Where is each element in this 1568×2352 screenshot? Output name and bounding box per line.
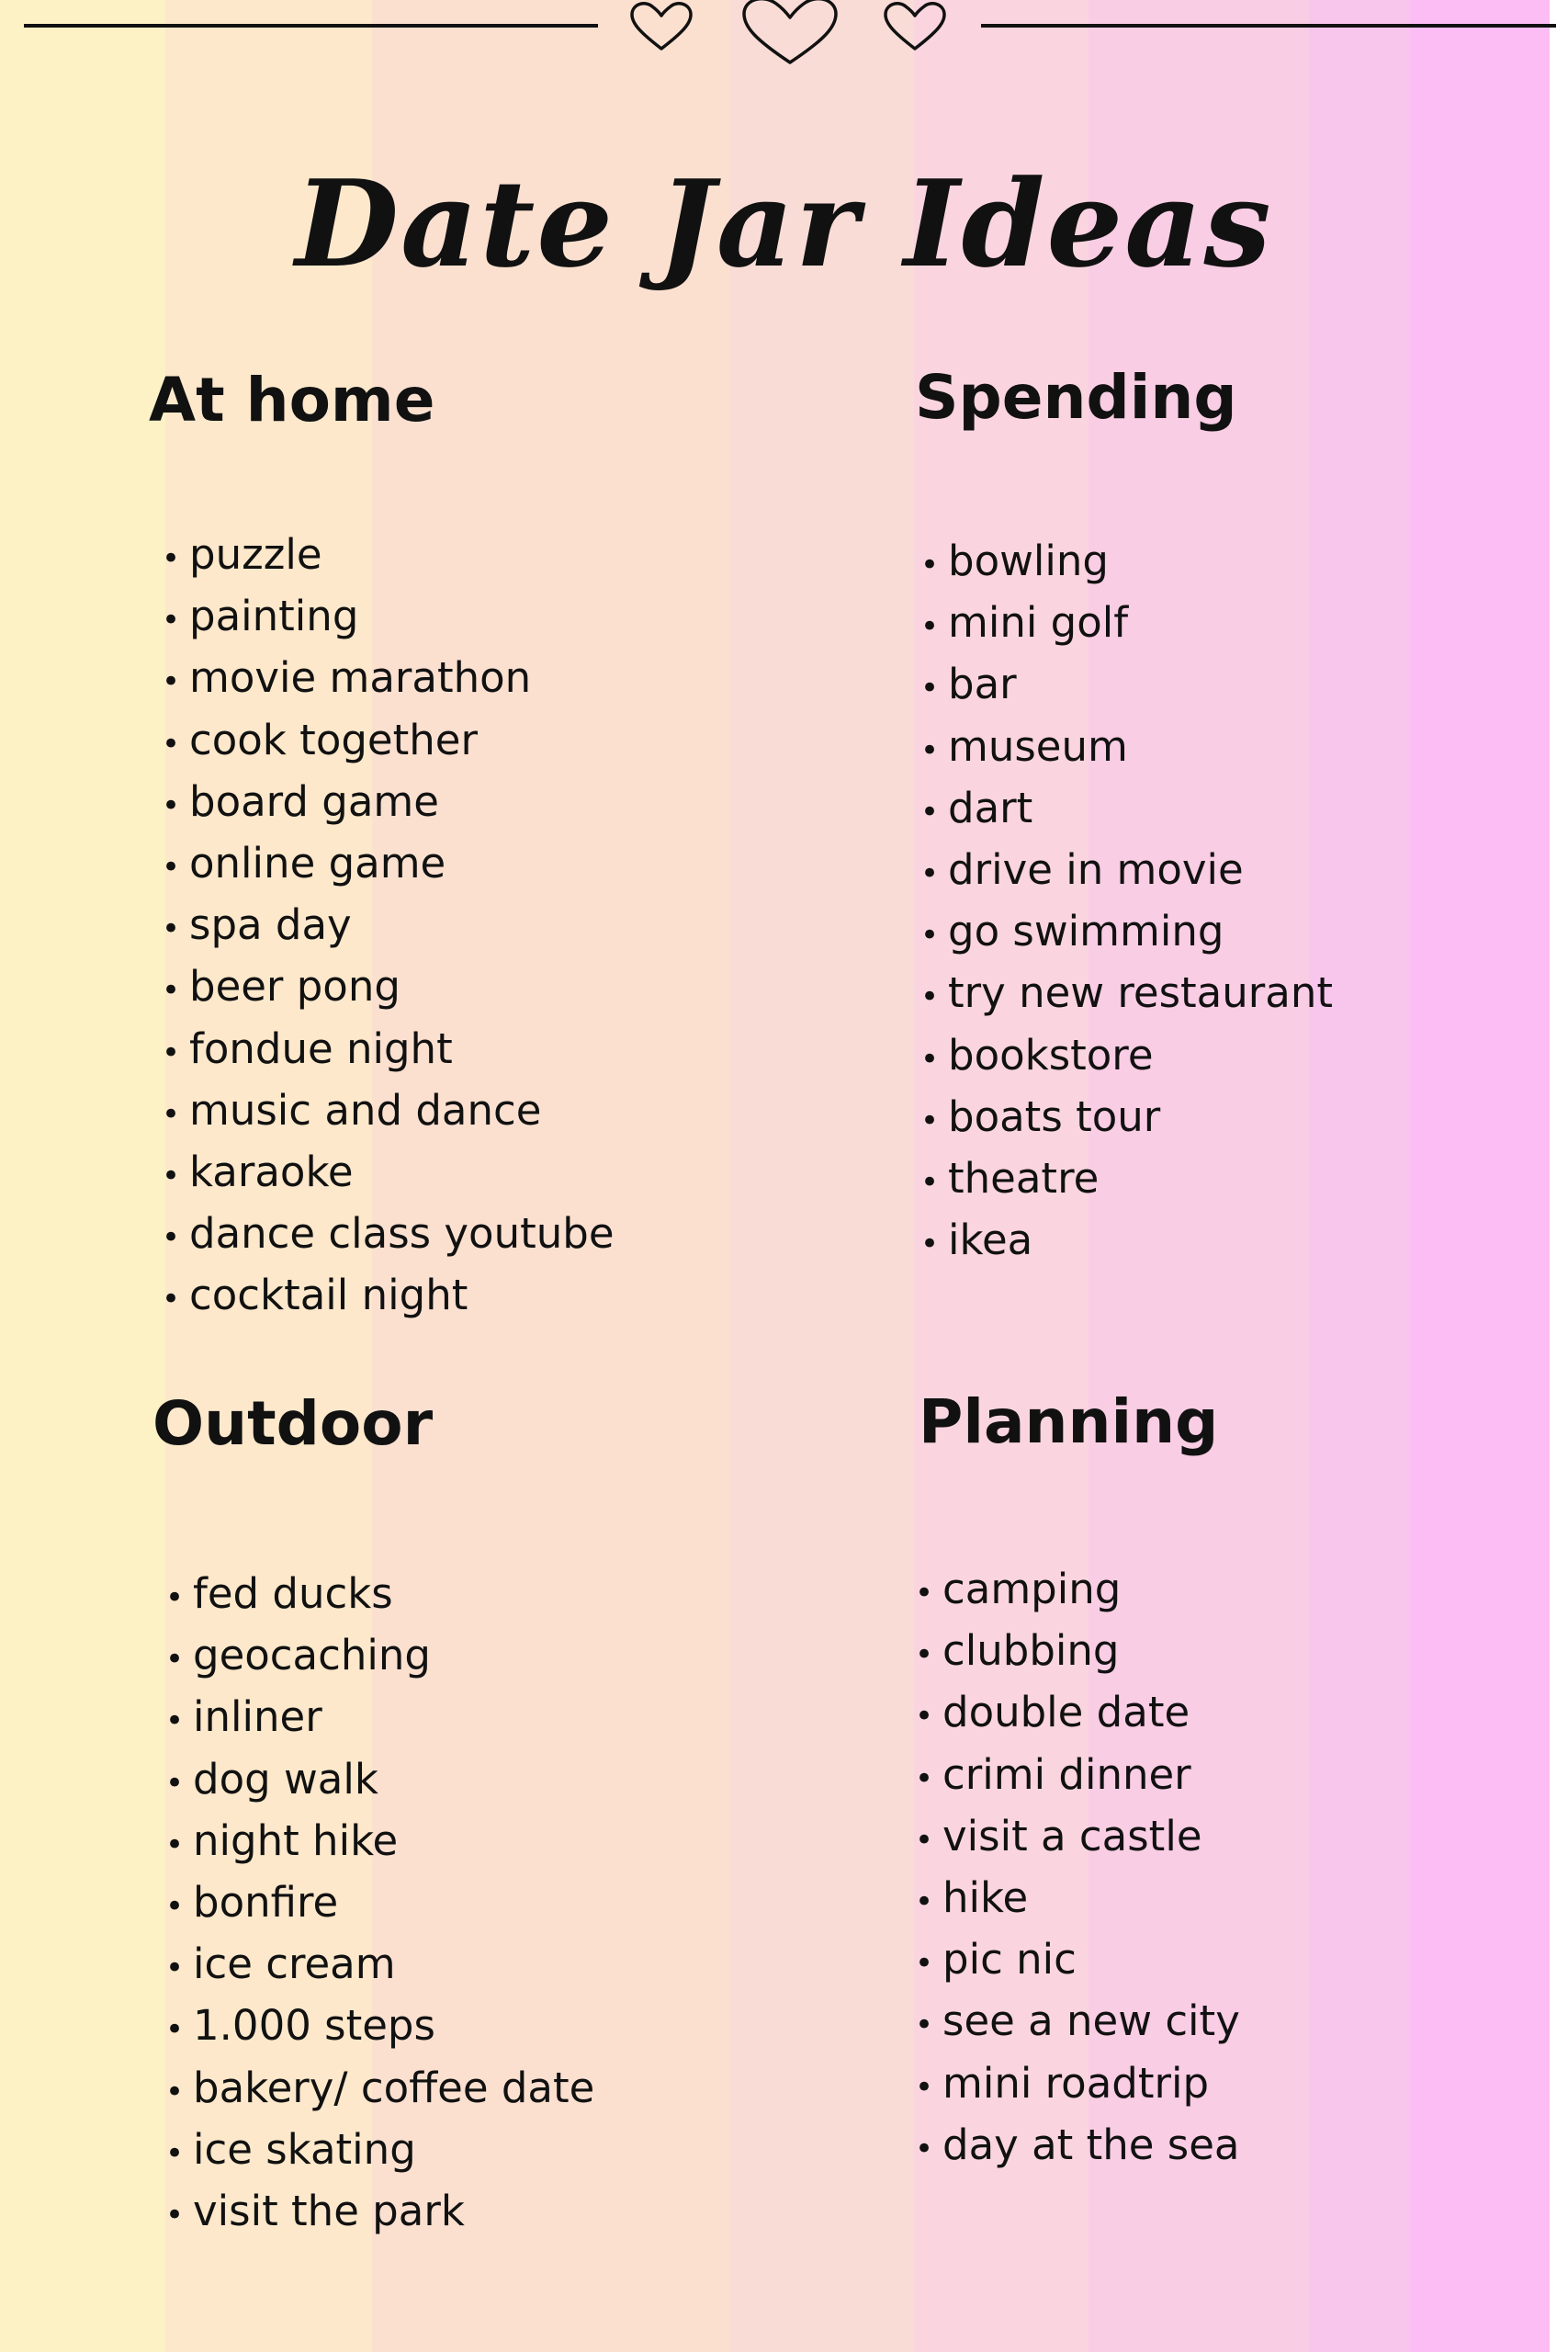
list-item: • 1.000 steps (165, 1995, 594, 2056)
list-item: • crimi dinner (915, 1744, 1240, 1805)
list-item: • hike (915, 1867, 1240, 1928)
heart-outline-icon (632, 4, 691, 49)
list-item: • pic nic (915, 1928, 1240, 1990)
heart-outline-icon (744, 0, 836, 62)
list-item: • online game (162, 832, 615, 894)
list-item: • ice cream (165, 1933, 594, 1995)
idea-list (141, 1563, 594, 2242)
list-item: • ikea (920, 1209, 1333, 1271)
idea-list (891, 1558, 1240, 2176)
list-item: • cook together (162, 709, 615, 771)
section-spending (915, 361, 1333, 1271)
list-item: • dart (920, 777, 1333, 839)
bg-stripe (730, 0, 914, 2352)
section-at-home (149, 364, 615, 1326)
idea-list (897, 530, 1333, 1271)
list-item: • dance class youtube (162, 1203, 615, 1264)
hearts-decoration (625, 0, 955, 74)
list-item: • fed ducks (165, 1563, 594, 1624)
list-item: • drive in movie (920, 839, 1333, 900)
list-item: • geocaching (165, 1624, 594, 1686)
list-item: • board game (162, 771, 615, 832)
list-item: • bookstore (920, 1024, 1333, 1086)
list-item: • boats tour (920, 1086, 1333, 1148)
list-item: • museum (920, 716, 1333, 777)
list-item: • music and dance (162, 1080, 615, 1141)
idea-list (138, 524, 615, 1326)
list-item: • bowling (920, 530, 1333, 592)
decorative-line-right (981, 24, 1556, 28)
section-planning (919, 1385, 1240, 2176)
bg-stripe (1410, 0, 1550, 2352)
list-item: • go swimming (920, 900, 1333, 962)
section-heading: Planning (919, 1386, 1219, 1457)
list-item: • puzzle (162, 524, 615, 585)
list-item: • day at the sea (915, 2114, 1240, 2176)
list-item: • try new restaurant (920, 962, 1333, 1023)
page-title: Date Jar Ideas (295, 153, 1273, 295)
list-item: • beer pong (162, 956, 615, 1017)
list-item: • spa day (162, 894, 615, 956)
decorative-line-left (24, 24, 598, 28)
section-heading: Spending (915, 362, 1237, 433)
list-item: • mini golf (920, 592, 1333, 653)
section-heading: At home (149, 365, 435, 435)
list-item: • mini roadtrip (915, 2052, 1240, 2114)
list-item: • cocktail night (162, 1264, 615, 1326)
list-item: • visit a castle (915, 1805, 1240, 1867)
list-item: • theatre (920, 1148, 1333, 1209)
list-item: • night hike (165, 1810, 594, 1871)
list-item: • karaoke (162, 1141, 615, 1203)
list-item: • inliner (165, 1686, 594, 1747)
list-item: • movie marathon (162, 647, 615, 708)
list-item: • bonfire (165, 1871, 594, 1933)
list-item: • clubbing (915, 1620, 1240, 1681)
list-item: • double date (915, 1681, 1240, 1743)
list-item: • see a new city (915, 1990, 1240, 2052)
list-item: • dog walk (165, 1748, 594, 1810)
list-item: • fondue night (162, 1018, 615, 1080)
list-item: • visit the park (165, 2180, 594, 2242)
list-item: • bar (920, 653, 1333, 715)
heart-outline-icon (886, 4, 944, 49)
list-item: • painting (162, 585, 615, 647)
list-item: • ice skating (165, 2119, 594, 2180)
list-item: • bakery/ coffee date (165, 2057, 594, 2119)
section-outdoor (152, 1387, 594, 2242)
list-item: • camping (915, 1558, 1240, 1620)
section-heading: Outdoor (152, 1388, 434, 1459)
